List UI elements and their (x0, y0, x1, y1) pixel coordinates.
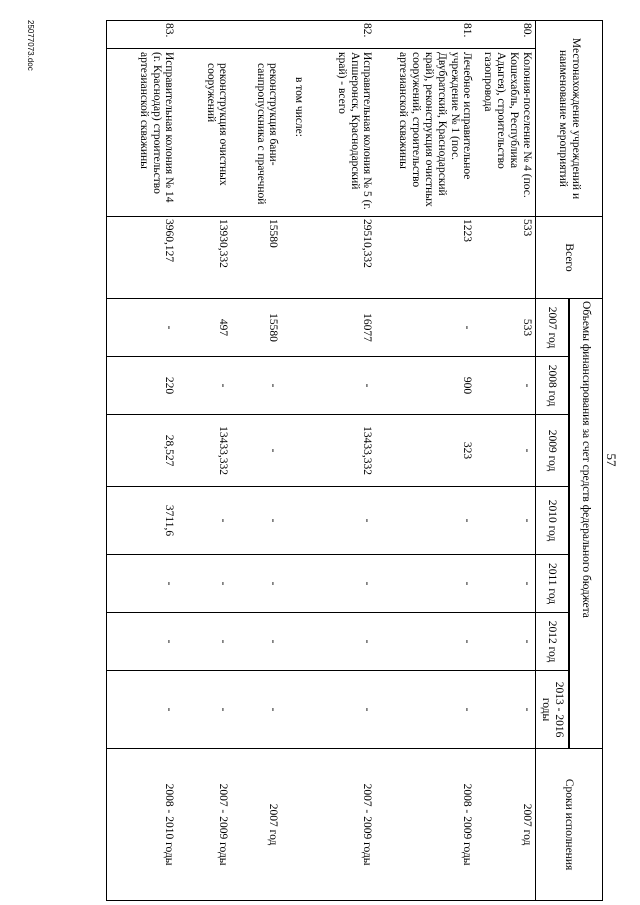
row-value-2012: - (376, 613, 476, 671)
row-value-2008: 900 (376, 357, 476, 415)
row-deadline: 2008 - 2009 годы (376, 749, 476, 901)
row-name: реконструкция очистных сооружений (178, 49, 232, 217)
row-value-2010: - (232, 487, 282, 555)
row-value-2008: - (476, 357, 536, 415)
row-number (178, 21, 232, 49)
year-header-2011: 2011 год (536, 555, 569, 613)
row-deadline: 2008 - 2010 годы (108, 749, 178, 901)
year-header-2010: 2010 год (536, 487, 569, 555)
row-value-2007: 15580 (232, 299, 282, 357)
row-total: 3960,127 (108, 217, 178, 299)
row-value-2010 (282, 487, 308, 555)
row-value-2009: - (232, 415, 282, 487)
row-value-2011: - (476, 555, 536, 613)
year-header-2012: 2012 год (536, 613, 569, 671)
table-row (178, 21, 232, 901)
row-value-2009: 13433,332 (178, 415, 232, 487)
row-value-2009: - (476, 415, 536, 487)
row-total: 15580 (232, 217, 282, 299)
row-value-2013-2016 (282, 671, 308, 749)
row-value-2010: 3711,6 (108, 487, 178, 555)
row-value-2013-2016: - (232, 671, 282, 749)
row-name: Исправительная колония № 14 (г. Краснодар) строительство артезианской скважины (108, 49, 178, 217)
row-value-2012 (282, 613, 308, 671)
year-header-2013-2016: 2013 - 2016 годы (536, 671, 569, 749)
row-value-2010: - (308, 487, 376, 555)
row-name: реконструкция бани-санпропускника с прачечной (232, 49, 282, 217)
row-deadline (282, 749, 308, 901)
year-header-2008: 2008 год (536, 357, 569, 415)
row-value-2010: - (376, 487, 476, 555)
row-value-2012: - (232, 613, 282, 671)
row-deadline: 2007 - 2009 годы (308, 749, 376, 901)
row-value-2007: 497 (178, 299, 232, 357)
table-row (308, 21, 376, 901)
row-number (282, 21, 308, 49)
total-column-header: Всего (536, 217, 603, 299)
row-value-2013-2016: - (376, 671, 476, 749)
page-number: 57 (604, 453, 619, 467)
row-value-2007: 533 (476, 299, 536, 357)
row-value-2011: - (108, 555, 178, 613)
row-number: 81. (376, 21, 476, 49)
row-value-2008: - (308, 357, 376, 415)
row-number: 83. (108, 21, 178, 49)
row-value-2011: - (308, 555, 376, 613)
row-number: 80. (476, 21, 536, 49)
row-value-2011: - (232, 555, 282, 613)
deadline-column-header: Сроки исполнения (536, 749, 603, 901)
row-value-2012: - (308, 613, 376, 671)
row-value-2009: 13433,332 (308, 415, 376, 487)
row-value-2011: - (376, 555, 476, 613)
row-total: 13930,332 (178, 217, 232, 299)
row-value-2007: 16077 (308, 299, 376, 357)
row-total: 1223 (376, 217, 476, 299)
row-value-2009 (282, 415, 308, 487)
row-value-2009: 323 (376, 415, 476, 487)
row-deadline: 2007 год (232, 749, 282, 901)
row-value-2010: - (476, 487, 536, 555)
year-header-2009: 2009 год (536, 415, 569, 487)
row-value-2012: - (178, 613, 232, 671)
table-row (476, 21, 536, 901)
document-code: 25077073.doc (26, 20, 35, 71)
row-number: 82. (308, 21, 376, 49)
row-value-2013-2016: - (308, 671, 376, 749)
row-value-2007 (282, 299, 308, 357)
table-row (232, 21, 282, 901)
row-deadline: 2007 - 2009 годы (178, 749, 232, 901)
row-value-2007: - (376, 299, 476, 357)
row-value-2012: - (108, 613, 178, 671)
row-value-2013-2016: - (178, 671, 232, 749)
row-name: Лечебное исправительное учреждение № 1 (пос. Двубратский, Краснодарский край), реконструкция очистных сооружений, строительство артезианской скважины (376, 49, 476, 217)
row-value-2007: - (108, 299, 178, 357)
table-row (376, 21, 476, 901)
row-name: Исправительная колония № 5 (г. Апшеронск, Краснодарский край) - всего (308, 49, 376, 217)
document-page (15, 20, 625, 900)
row-total (282, 217, 308, 299)
table-row (282, 21, 308, 901)
row-name: в том числе: (282, 49, 308, 217)
funding-table (107, 20, 604, 901)
row-value-2013-2016: - (108, 671, 178, 749)
row-value-2011: - (178, 555, 232, 613)
table-row (108, 21, 178, 901)
row-deadline: 2007 год (476, 749, 536, 901)
name-column-header: Местонахождение учреждений и наименование мероприятий (536, 21, 603, 217)
row-total: 29510,332 (308, 217, 376, 299)
row-value-2008: - (178, 357, 232, 415)
row-value-2008: 220 (108, 357, 178, 415)
row-value-2012: - (476, 613, 536, 671)
funding-group-header: Объемы финансирования за счет средств федерального бюджета (570, 299, 603, 749)
row-value-2009: 28,527 (108, 415, 178, 487)
row-total: 533 (476, 217, 536, 299)
year-header-2007: 2007 год (536, 299, 569, 357)
row-value-2011 (282, 555, 308, 613)
row-value-2008 (282, 357, 308, 415)
row-value-2010: - (178, 487, 232, 555)
row-name: Колония-поселение № 4 (пос. Кошехабль, Республика Адыгея), строительство газопровода (476, 49, 536, 217)
row-number (232, 21, 282, 49)
row-value-2013-2016: - (476, 671, 536, 749)
row-value-2008: - (232, 357, 282, 415)
